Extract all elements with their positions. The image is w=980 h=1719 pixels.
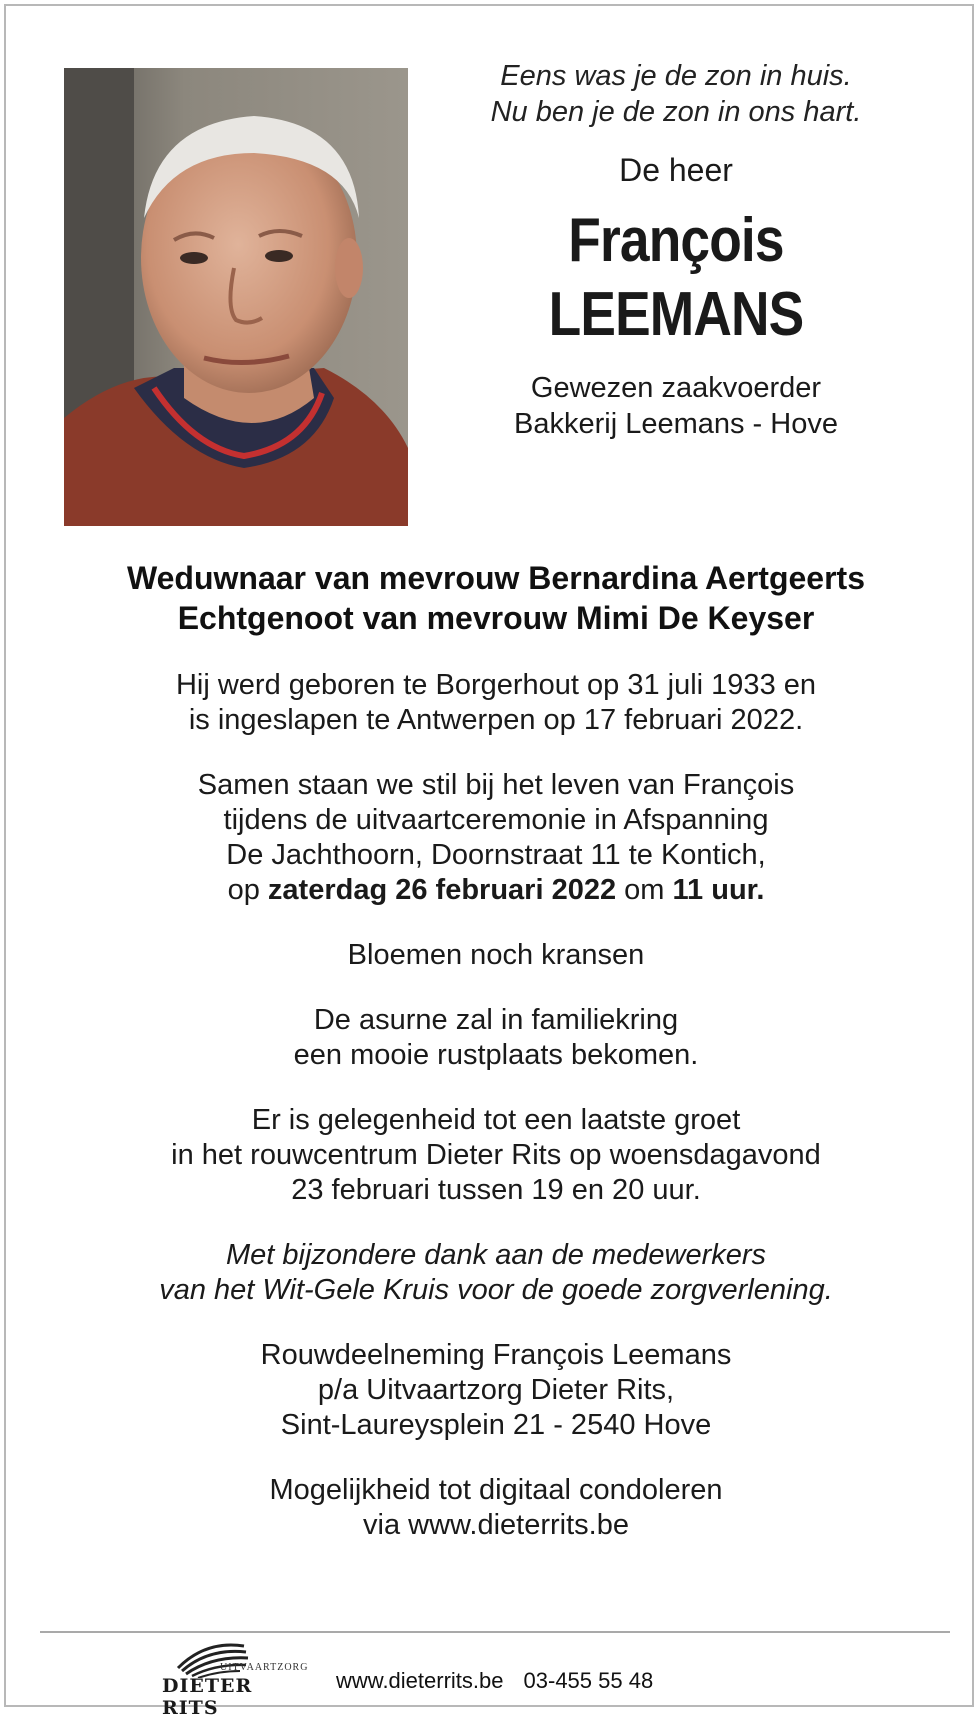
- portrait-photo: [64, 68, 408, 526]
- birth-death-paragraph: [26, 668, 966, 738]
- paragraph-line: Met bijzondere dank aan de medewerkers: [225, 1239, 767, 1271]
- word-on: op: [227, 874, 260, 906]
- occupation-line: Bakkerij Leemans - Hove: [514, 408, 838, 440]
- ceremony-time: 11 uur.: [672, 874, 765, 906]
- paragraph-line: De asurne zal in familiekring: [313, 1004, 679, 1036]
- paragraph-line: p/a Uitvaartzorg Dieter Rits,: [317, 1374, 675, 1406]
- paragraph-line: De Jachthoorn, Doornstraat 11 te Kontich,: [226, 839, 766, 871]
- address-paragraph: [26, 1338, 966, 1443]
- paragraph-line: Mogelijkheid tot digitaal condoleren: [269, 1474, 723, 1506]
- paragraph-line: Samen staan we stil bij het leven van François: [197, 769, 795, 801]
- paragraph-line: Er is gelegenheid tot een laatste groet: [251, 1104, 741, 1136]
- paragraph-line: 23 februari tussen 19 en 20 uur.: [291, 1174, 701, 1206]
- quote-line: Nu ben je de zon in ons hart.: [490, 96, 862, 128]
- word-at: om: [624, 874, 665, 906]
- paragraph-line: van het Wit-Gele Kruis voor de goede zorgverlening.: [159, 1274, 833, 1306]
- funeral-home-logo: [156, 1638, 316, 1719]
- thanks-paragraph: [26, 1238, 966, 1308]
- last-name: LEEMANS: [548, 280, 804, 349]
- spouse-info: [26, 558, 966, 638]
- logo-name: DIETER RITS: [162, 1675, 253, 1719]
- ceremony-date-line: [26, 873, 966, 908]
- spouse-line: Echtgenoot van mevrouw Mimi De Keyser: [177, 600, 815, 636]
- honorific: De heer: [619, 152, 733, 188]
- urn-paragraph: [26, 1003, 966, 1073]
- footer-contact: [336, 1668, 653, 1694]
- announcement-body: [26, 558, 966, 1543]
- footer-phone: 03-455 55 48: [523, 1668, 654, 1693]
- ceremony-paragraph: [26, 768, 966, 908]
- footer-divider: [40, 1631, 950, 1633]
- flowers-note: Bloemen noch kransen: [347, 939, 645, 971]
- condolence-paragraph: [26, 1473, 966, 1543]
- footer: [156, 1638, 856, 1719]
- occupation: [436, 370, 916, 442]
- paragraph-line: tijdens de uitvaartceremonie in Afspanning: [223, 804, 769, 836]
- opening-quote: [436, 58, 916, 130]
- farewell-paragraph: [26, 1103, 966, 1208]
- paragraph-line: Sint-Laureysplein 21 - 2540 Hove: [280, 1409, 712, 1441]
- quote-line: Eens was je de zon in huis.: [500, 60, 852, 92]
- paragraph-line: Hij werd geboren te Borgerhout op 31 juli 1933 en: [175, 669, 817, 701]
- footer-website[interactable]: www.dieterrits.be: [336, 1668, 504, 1693]
- paragraph-line: een mooie rustplaats bekomen.: [293, 1039, 699, 1071]
- occupation-line: Gewezen zaakvoerder: [530, 372, 822, 404]
- paragraph-line: in het rouwcentrum Dieter Rits op woensdagavond: [171, 1139, 821, 1171]
- obituary-card: [4, 4, 974, 1719]
- header-block: [436, 58, 916, 442]
- first-name: François: [568, 206, 784, 275]
- logo-tagline: UITVAARTZORG: [220, 1662, 309, 1673]
- paragraph-line: is ingeslapen te Antwerpen op 17 februari 2022.: [188, 704, 804, 736]
- ceremony-date: zaterdag 26 februari 2022: [267, 874, 617, 906]
- paragraph-line: via www.dieterrits.be: [363, 1509, 629, 1541]
- spouse-line: Weduwnaar van mevrouw Bernardina Aertgeerts: [127, 560, 865, 596]
- deceased-name: [470, 204, 883, 352]
- paragraph-line: Rouwdeelneming François Leemans: [260, 1339, 732, 1371]
